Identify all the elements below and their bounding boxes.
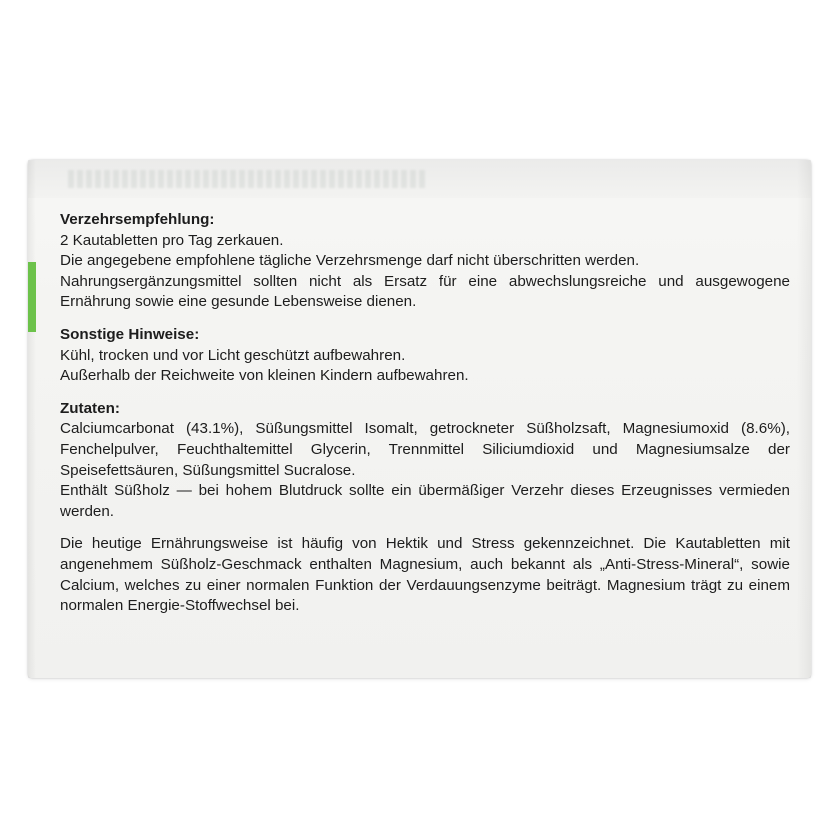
children-warning: Außerhalb der Reichweite von kleinen Kindern aufbewahren.	[60, 367, 469, 385]
faint-printed-text	[68, 170, 428, 188]
supplement-notice: Nahrungsergänzungsmittel sollten nicht als Ersatz für eine abwechslungsreiche und ausgewogene Ernährung sowie eine gesunde Lebensweise dienen.	[60, 272, 790, 311]
label-text-block	[60, 210, 790, 627]
max-dose-warning: Die angegebene empfohlene tägliche Verzehrsmenge darf nicht überschritten werden.	[60, 252, 640, 270]
section-heading: Sonstige Hinweise:	[60, 325, 200, 343]
section-heading: Zutaten:	[60, 399, 120, 417]
section-heading: Verzehrsempfehlung:	[60, 211, 215, 228]
section-sonstige-hinweise	[60, 325, 790, 387]
licorice-warning: Enthält Süßholz — bei hohem Blutdruck sollte ein übermäßiger Verzehr dieses Erzeugnisses vermieden werden.	[60, 482, 790, 520]
package-side-shade	[797, 160, 811, 678]
section-zutaten	[60, 399, 790, 523]
dosage-line: 2 Kautabletten pro Tag zerkauen.	[60, 231, 284, 249]
storage-note: Kühl, trocken und vor Licht geschützt aufbewahren.	[60, 346, 406, 364]
ingredients-list: Calciumcarbonat (43.1%), Süßungsmittel Isomalt, getrockneter Süßholzsaft, Magnesiumoxid (8.6%), Fenchelpulver, Feuchthaltemittel Glycerin, Trennmittel Siliciumdioxid und Magnesiumsalze der Speisefettsäuren, Süßungsmittel Sucralose.	[60, 420, 790, 479]
green-accent-tab	[28, 262, 36, 332]
package-top-flap	[28, 160, 811, 198]
product-description: Die heutige Ernährungsweise ist häufig von Hektik und Stress gekennzeichnet. Die Kautabletten mit angenehmem Süßholz-Geschmack enthalten Magnesium, auch bekannt als „Anti-Stress-Mineral“, sowie Calcium, welches zu einer normalen Funktion der Verdauungsenzyme beiträgt. Magnesium trägt zu einem normalen Energie-Stoffwechsel bei.	[60, 535, 790, 615]
section-description	[60, 534, 790, 616]
package-left-edge	[28, 160, 36, 678]
section-verzehrsempfehlung	[60, 210, 790, 313]
